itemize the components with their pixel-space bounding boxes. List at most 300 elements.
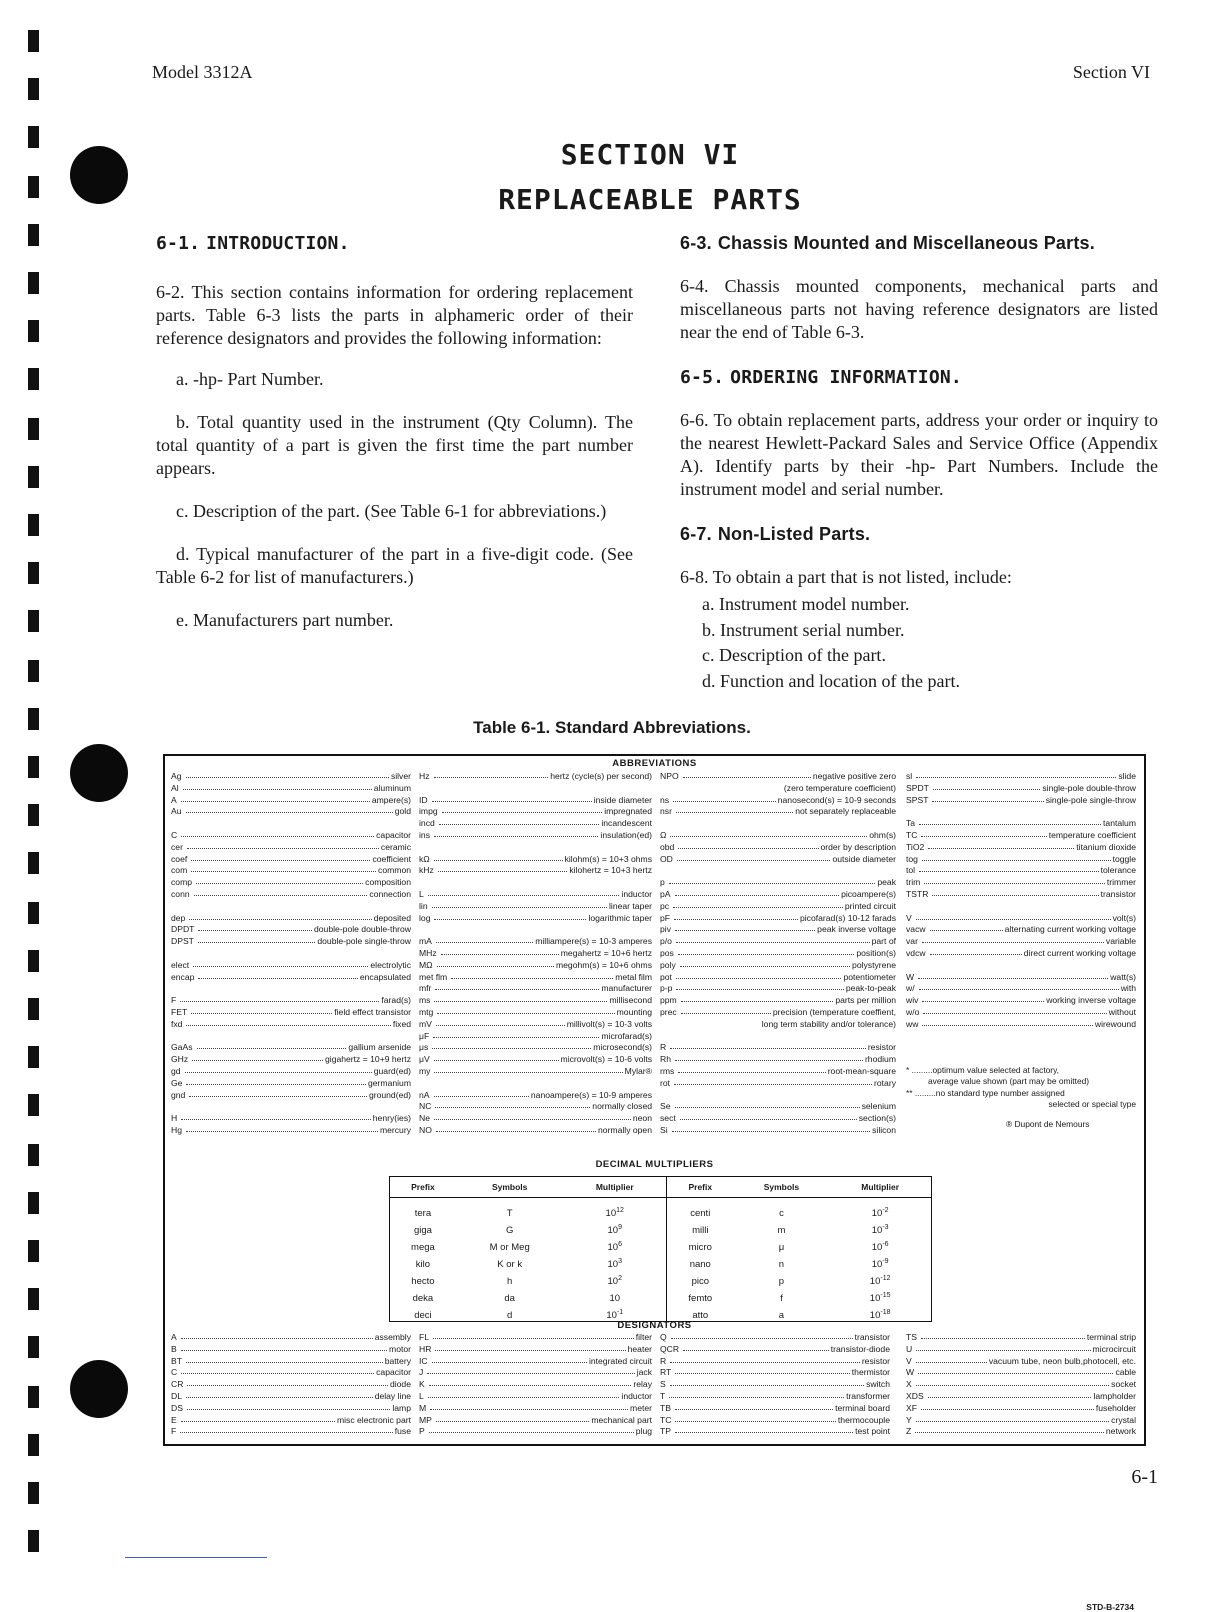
abbreviation-meaning: transistor-diode: [830, 1343, 890, 1354]
section-label: Section VI: [1072, 62, 1150, 82]
leader-dots: [681, 995, 834, 1002]
abbreviation-row: [906, 924, 1136, 936]
abbreviation-meaning: microvolt(s) = 10-6 volts: [560, 1054, 652, 1065]
abbreviation-row: [419, 1426, 652, 1438]
abbreviation-row: [171, 1007, 411, 1019]
desig-col-1: [171, 1332, 411, 1438]
abbreviation-row: [906, 1007, 1136, 1019]
list-gap: [660, 1031, 896, 1043]
leader-dots: [187, 1379, 388, 1386]
abbreviation-key: pos: [660, 947, 674, 958]
abbreviation-meaning: millivolt(s) = 10-3 volts: [566, 1018, 652, 1029]
abbreviation-row: [660, 1019, 896, 1031]
abbreviation-row: [660, 1403, 890, 1415]
list-gap: [171, 1101, 411, 1113]
table-cell: mega: [411, 1242, 435, 1253]
abbreviation-key: T: [660, 1390, 666, 1401]
leader-dots: [181, 1113, 371, 1120]
abbreviation-key: TSTR: [906, 888, 929, 899]
abbreviation-meaning: fixed: [392, 1018, 411, 1029]
abbreviation-row: [171, 865, 411, 877]
abbreviation-meaning: inductor: [621, 888, 652, 899]
abbreviation-row: [419, 1332, 652, 1344]
table-cell: $10^{-1}$: [606, 1309, 624, 1322]
abbreviation-row: [660, 1415, 890, 1427]
leader-dots: [932, 889, 1098, 896]
abbreviation-meaning: without: [1108, 1006, 1136, 1017]
leader-dots: [192, 1054, 323, 1061]
desig-col-2: [419, 1332, 652, 1438]
item-d: d. Function and location of the part.: [702, 671, 960, 691]
abbreviation-key: C: [171, 829, 178, 840]
abbreviation-row: [419, 972, 652, 984]
abbreviation-key: gd: [171, 1065, 181, 1076]
table-cell: centi: [666, 1198, 733, 1223]
abbreviation-meaning: vacuum tube, neon bulb,photocell, etc.: [988, 1355, 1136, 1366]
abbreviation-row: [419, 1344, 652, 1356]
abbreviation-meaning: guard(ed): [373, 1065, 411, 1076]
abbreviation-key: L: [419, 1390, 424, 1401]
abbreviation-key: Ne: [419, 1113, 430, 1124]
abbreviation-row: [171, 1344, 411, 1356]
abbreviation-key: Y: [906, 1414, 912, 1425]
abbreviation-row: [906, 1332, 1136, 1344]
list-gap: [419, 783, 652, 795]
table-cell: d: [507, 1310, 513, 1321]
abbreviation-row: [419, 1356, 652, 1368]
desig-col-3: [660, 1332, 890, 1438]
leader-dots: [180, 1426, 393, 1433]
abbreviation-row: [660, 842, 896, 854]
abbreviation-meaning: encapsulated: [359, 971, 411, 982]
abbreviation-key: kHz: [419, 865, 434, 876]
leader-dots: [435, 1344, 625, 1351]
abbreviation-key: TC: [906, 829, 918, 840]
abbreviation-key: tol: [906, 865, 916, 876]
abbreviation-key: incd: [419, 818, 435, 829]
abbreviation-row: [660, 1054, 896, 1066]
abbreviation-meaning: variable: [1105, 936, 1136, 947]
abbreviation-key: comp: [171, 877, 193, 888]
abbreviation-key: ns: [660, 794, 670, 805]
leader-dots: [676, 806, 793, 813]
leader-dots: [186, 1391, 373, 1398]
list-gap: [906, 901, 1136, 913]
table-cell: femto: [666, 1290, 733, 1307]
abbreviation-row: [906, 818, 1136, 830]
leader-dots: [433, 1031, 599, 1038]
abbreviation-key: Ge: [171, 1077, 183, 1088]
table-cell: $10^{-2}$: [871, 1207, 889, 1220]
abbreviation-row: [171, 936, 411, 948]
abbreviation-meaning: inductor: [621, 1390, 652, 1401]
list-gap: [660, 818, 896, 830]
abbreviation-row: [419, 1031, 652, 1043]
leader-dots: [675, 1101, 860, 1108]
table-cell: a: [778, 1310, 785, 1321]
leader-dots: [916, 1415, 1109, 1422]
leader-dots: [186, 1078, 366, 1085]
abbreviation-meaning: microsecond(s): [593, 1042, 652, 1053]
abbreviation-key: mtg: [419, 1006, 434, 1017]
abbreviation-row: [171, 1332, 411, 1344]
leader-dots: [186, 1019, 390, 1026]
table-cell: 10: [609, 1293, 621, 1304]
abbreviation-meaning: capacitor: [376, 829, 411, 840]
abbreviation-meaning: with: [1120, 983, 1136, 994]
abbreviation-row: [419, 1101, 652, 1113]
abbreviation-row: [171, 842, 411, 854]
abbreviation-meaning: terminal board: [835, 1402, 890, 1413]
abbreviation-key: tog: [906, 853, 918, 864]
table-cell: $10^{-9}$: [871, 1258, 889, 1271]
abbreviation-row: [906, 771, 1136, 783]
abbreviation-row: [419, 1066, 652, 1078]
abbreviation-key: FET: [171, 1006, 188, 1017]
abbreviation-meaning: working inverse voltage: [1046, 995, 1136, 1006]
abbreviation-row: [419, 1007, 652, 1019]
abbreviation-key: OD: [660, 853, 673, 864]
abbreviation-row: [171, 1415, 411, 1427]
abbreviation-key: W: [906, 1367, 915, 1378]
abbreviation-meaning: microcircuit: [1092, 1343, 1136, 1354]
leader-dots: [439, 818, 600, 825]
abbreviation-key: J: [419, 1367, 424, 1378]
leader-dots: [916, 913, 1111, 920]
abbreviation-meaning: battery: [384, 1355, 411, 1366]
abbreviation-row: [419, 901, 652, 913]
abbreviation-meaning: slide: [1118, 771, 1136, 781]
abbreviation-row: [660, 972, 896, 984]
paragraph-6-6: 6-6. To obtain replacement parts, address your order or inquiry to the nearest Hewlett-Packard Sales and Service Office (Appendix A). Identify parts by their -hp- Part Numbers. Include the instrument model and serial number.: [680, 410, 1158, 499]
leader-dots: [919, 865, 1099, 872]
table-cell: $10^3$: [607, 1258, 622, 1271]
abbreviation-row: [906, 830, 1136, 842]
multipliers-body: [390, 1198, 931, 1325]
list-gap: [906, 806, 1136, 818]
leader-dots: [678, 948, 854, 955]
abbreviation-row: [171, 806, 411, 818]
leader-dots: [930, 948, 1022, 955]
abbreviation-meaning: filter: [635, 1332, 652, 1342]
abbreviation-meaning: titanium dioxide: [1076, 841, 1136, 852]
abbreviation-meaning: section(s): [858, 1113, 896, 1124]
abbreviation-meaning: double-pole double-throw: [314, 924, 411, 935]
abbreviation-meaning: ground(ed): [368, 1089, 411, 1100]
table-cell: $10^6$: [607, 1241, 622, 1254]
abbreviation-meaning: impregnated: [604, 806, 652, 817]
abbreviation-row: [419, 1090, 652, 1102]
paragraph-6-2: 6-2. This section contains information for ordering replacement parts. Table 6-3 lists the parts in alphameric order of their reference designators and provides the following information:: [156, 282, 633, 348]
leader-dots: [181, 1415, 335, 1422]
abbreviation-key: pot: [660, 971, 672, 982]
leader-dots: [921, 830, 1046, 837]
leader-dots: [181, 1344, 387, 1351]
abbreviation-key: A: [171, 794, 177, 805]
abbreviation-meaning: gigahertz = 10+9 hertz: [325, 1054, 411, 1065]
leader-dots: [669, 877, 876, 884]
leader-dots: [428, 1391, 620, 1398]
abbreviation-key: B: [171, 1343, 177, 1354]
leader-dots: [441, 948, 559, 955]
abbreviation-row: [171, 1019, 411, 1031]
abbreviation-key: piv: [660, 924, 671, 935]
abbreviation-meaning: henry(ies): [372, 1113, 411, 1124]
abbreviation-meaning: negative positive zero: [812, 771, 896, 781]
table-cell: $10^{-12}$: [869, 1275, 891, 1288]
abbreviation-key: A: [171, 1332, 177, 1342]
abbreviation-row: [660, 1332, 890, 1344]
col-header: Prefix: [666, 1177, 733, 1198]
abbreviation-meaning: heater: [627, 1343, 652, 1354]
abbreviation-row: [171, 1356, 411, 1368]
abbreviation-row: [171, 972, 411, 984]
heading-non-listed-parts: 6-7. Non-Listed Parts.: [680, 524, 871, 544]
table-row: [390, 1239, 931, 1256]
abbreviation-key: pc: [660, 900, 670, 911]
abbreviation-key: pF: [660, 912, 671, 923]
leader-dots: [197, 1042, 347, 1049]
leader-dots: [181, 795, 370, 802]
abbreviation-key: CR: [171, 1379, 184, 1390]
leader-dots: [680, 960, 850, 967]
abbreviation-meaning: neon: [632, 1113, 652, 1124]
abbreviation-meaning: peak inverse voltage: [817, 924, 896, 935]
abbreviation-key: K: [419, 1379, 425, 1390]
leader-dots: [427, 1367, 634, 1374]
leader-dots: [922, 936, 1104, 943]
item-a: a. -hp- Part Number.: [176, 369, 324, 389]
abbreviation-key: nA: [419, 1089, 430, 1100]
list-gap: [419, 1078, 652, 1090]
leader-dots: [430, 1403, 628, 1410]
leader-dots: [435, 1101, 590, 1108]
leader-dots: [683, 771, 811, 778]
abbreviation-row: [419, 1391, 652, 1403]
leader-dots: [191, 854, 370, 861]
abbreviation-key: SPDT: [906, 782, 929, 793]
abbreviation-meaning: polystyrene: [852, 959, 896, 970]
abbreviation-meaning: toggle: [1112, 853, 1136, 864]
leader-dots: [183, 783, 372, 790]
abbreviation-key: X: [906, 1379, 912, 1390]
abbreviation-row: [171, 995, 411, 1007]
abbreviation-key: Hg: [171, 1124, 182, 1135]
leader-dots: [436, 1125, 596, 1132]
list-gap: [171, 948, 411, 960]
item-a: a. Instrument model number.: [702, 594, 910, 614]
abbreviation-row: [171, 771, 411, 783]
abbreviation-meaning: single-pole double-throw: [1042, 782, 1136, 793]
abbreviation-row: [419, 1379, 652, 1391]
abbreviation-row: [171, 1426, 411, 1438]
abbreviation-meaning: kilohertz = 10+3 hertz: [569, 865, 652, 876]
abbreviation-row: [419, 1019, 652, 1031]
abbreviation-meaning: fuse: [394, 1426, 411, 1437]
leader-dots: [442, 806, 603, 813]
leader-dots: [919, 983, 1119, 990]
abbreviation-key: DL: [171, 1390, 182, 1401]
abbreviation-row: [660, 1066, 896, 1078]
table-cell: M or Meg: [489, 1242, 530, 1253]
abbreviation-row: [906, 972, 1136, 984]
abbreviation-key: R: [660, 1042, 667, 1053]
list-gap: [906, 960, 1136, 972]
abbreviation-meaning: normally closed: [592, 1101, 652, 1112]
abbreviation-row: [660, 771, 896, 783]
abbreviation-row: [906, 1415, 1136, 1427]
abbreviation-row: [906, 1403, 1136, 1415]
leader-dots: [678, 842, 818, 849]
heading-chassis-mounted: 6-3. Chassis Mounted and Miscellaneous Parts.: [680, 233, 1095, 253]
abbreviation-row: [660, 924, 896, 936]
abbreviation-row: [171, 1367, 411, 1379]
leader-dots: [932, 795, 1043, 802]
leader-dots: [669, 1391, 844, 1398]
leader-dots: [673, 901, 843, 908]
leader-dots: [680, 1113, 857, 1120]
leader-dots: [434, 854, 563, 861]
abbreviation-key: V: [906, 1355, 912, 1366]
abbreviation-key: log: [419, 912, 431, 923]
abbreviation-key: ww: [906, 1018, 919, 1029]
abbreviation-meaning: plug: [635, 1426, 652, 1437]
page-number: 6-1: [1131, 1466, 1158, 1488]
item-c: c. Description of the part. (See Table 6-1 for abbreviations.): [176, 501, 607, 521]
abbreviation-key: FL: [419, 1332, 430, 1342]
abbreviation-key: U: [906, 1343, 913, 1354]
abbreviation-meaning: mounting: [616, 1006, 652, 1017]
abbreviation-key: DPDT: [171, 924, 195, 935]
abbreviation-meaning: peak-to-peak: [845, 983, 896, 994]
abbreviation-key: MHz: [419, 947, 437, 958]
abbreviation-key: μF: [419, 1030, 430, 1041]
abbreviation-meaning: metal film: [615, 971, 652, 982]
abbreviation-meaning: coefficient: [372, 853, 411, 864]
table-cell: $10^{12}$: [605, 1207, 624, 1220]
abbreviation-key: Hz: [419, 771, 430, 781]
leader-dots: [916, 1344, 1090, 1351]
abbreviation-meaning: order by description: [820, 841, 896, 852]
abbreviation-row: [419, 1367, 652, 1379]
abbreviation-row: [660, 995, 896, 1007]
leader-dots: [432, 1042, 591, 1049]
list-gap: [171, 818, 411, 830]
abbreviations-title: ABBREVIATIONS: [612, 758, 697, 769]
abbreviation-key: impg: [419, 806, 438, 817]
abbreviation-row: [906, 936, 1136, 948]
abbreviation-meaning: resistor: [861, 1355, 890, 1366]
abbreviation-key: vacw: [906, 924, 926, 935]
leader-dots: [433, 1332, 634, 1339]
table-row: [390, 1290, 931, 1307]
abbreviation-key: V: [906, 912, 912, 923]
abbreviation-key: p-p: [660, 983, 673, 994]
leader-dots: [181, 1367, 374, 1374]
abbreviation-row: [171, 1042, 411, 1054]
table-cell: micro: [666, 1239, 733, 1256]
multipliers-title: DECIMAL MULTIPLIERS: [595, 1159, 714, 1170]
abbreviation-meaning: delay line: [374, 1390, 411, 1401]
abbreviation-row: [171, 783, 411, 795]
abbreviation-meaning: thermocouple: [837, 1414, 890, 1425]
table-cell: h: [507, 1276, 513, 1287]
abbr-col-4: [906, 771, 1136, 1137]
abbreviation-meaning: motor: [389, 1343, 411, 1354]
abbreviation-meaning: incandescent: [601, 818, 652, 829]
list-gap: [419, 877, 652, 889]
leader-dots: [921, 1332, 1085, 1339]
note-average: average value shown (part may be omitted): [928, 1076, 1090, 1087]
table-cell: deka: [412, 1293, 434, 1304]
abbreviation-row: [906, 1344, 1136, 1356]
abbreviation-row: [906, 1379, 1136, 1391]
leader-dots: [436, 1019, 565, 1026]
leader-dots: [923, 1007, 1106, 1014]
abbreviation-meaning: manufacturer: [601, 983, 652, 994]
abbreviation-key: C: [171, 1367, 178, 1378]
abbreviation-meaning: insulation(ed): [600, 829, 652, 840]
item-d: d. Typical manufacturer of the part in a five-digit code. (See Table 6-2 for list of manufacturers.): [156, 544, 633, 587]
abbreviation-row: [419, 795, 652, 807]
abbreviation-key: mfr: [419, 983, 432, 994]
abbreviation-key: μV: [419, 1054, 430, 1065]
abbreviation-key: elect: [171, 959, 190, 970]
abbreviation-row: [171, 877, 411, 889]
abbreviation-row: [906, 842, 1136, 854]
abbreviations-columns: [171, 771, 1138, 1137]
abbreviation-meaning: ampere(s): [371, 794, 411, 805]
leader-dots: [428, 889, 620, 896]
abbreviation-meaning: network: [1105, 1426, 1136, 1437]
abbreviation-row: [419, 1054, 652, 1066]
leader-dots: [187, 842, 379, 849]
abbreviation-row: [660, 889, 896, 901]
abbreviation-key: fxd: [171, 1018, 183, 1029]
leader-dots: [676, 972, 841, 979]
abbreviation-row: [660, 936, 896, 948]
leader-dots: [933, 783, 1040, 790]
abbreviation-row: [660, 1007, 896, 1019]
desig-col-4: [906, 1332, 1136, 1438]
designators-columns: [171, 1332, 1138, 1438]
abbreviation-row: [660, 1356, 890, 1368]
abbreviation-row: [171, 913, 411, 925]
abbreviation-row: [660, 1042, 896, 1054]
abbreviation-meaning: alternating current working voltage: [1004, 924, 1136, 935]
abbreviation-key: MΩ: [419, 959, 433, 970]
abbreviation-meaning: rhodium: [864, 1054, 896, 1065]
punch-hole-bottom: [70, 1360, 128, 1418]
abbreviation-meaning: megahertz = 10+6 hertz: [560, 947, 652, 958]
leader-dots: [928, 1391, 1092, 1398]
abbreviation-key: MP: [419, 1414, 432, 1425]
abbreviation-meaning: tantalum: [1103, 818, 1136, 829]
abbreviation-key: w/: [906, 983, 915, 994]
note-selected: selected or special type: [1048, 1099, 1136, 1110]
abbreviation-meaning: transistor: [1100, 888, 1136, 899]
abbr-col-3: [660, 771, 896, 1137]
abbr-notes: [906, 1065, 1136, 1131]
leader-dots: [187, 1403, 390, 1410]
leader-dots: [186, 1125, 378, 1132]
abbreviation-row: [660, 1344, 890, 1356]
abbr-col-2: [419, 771, 652, 1137]
abbreviation-key: TP: [660, 1426, 671, 1437]
abbreviation-key: TB: [660, 1402, 671, 1413]
table-row: [390, 1198, 931, 1223]
abbreviation-key: Si: [660, 1124, 668, 1135]
